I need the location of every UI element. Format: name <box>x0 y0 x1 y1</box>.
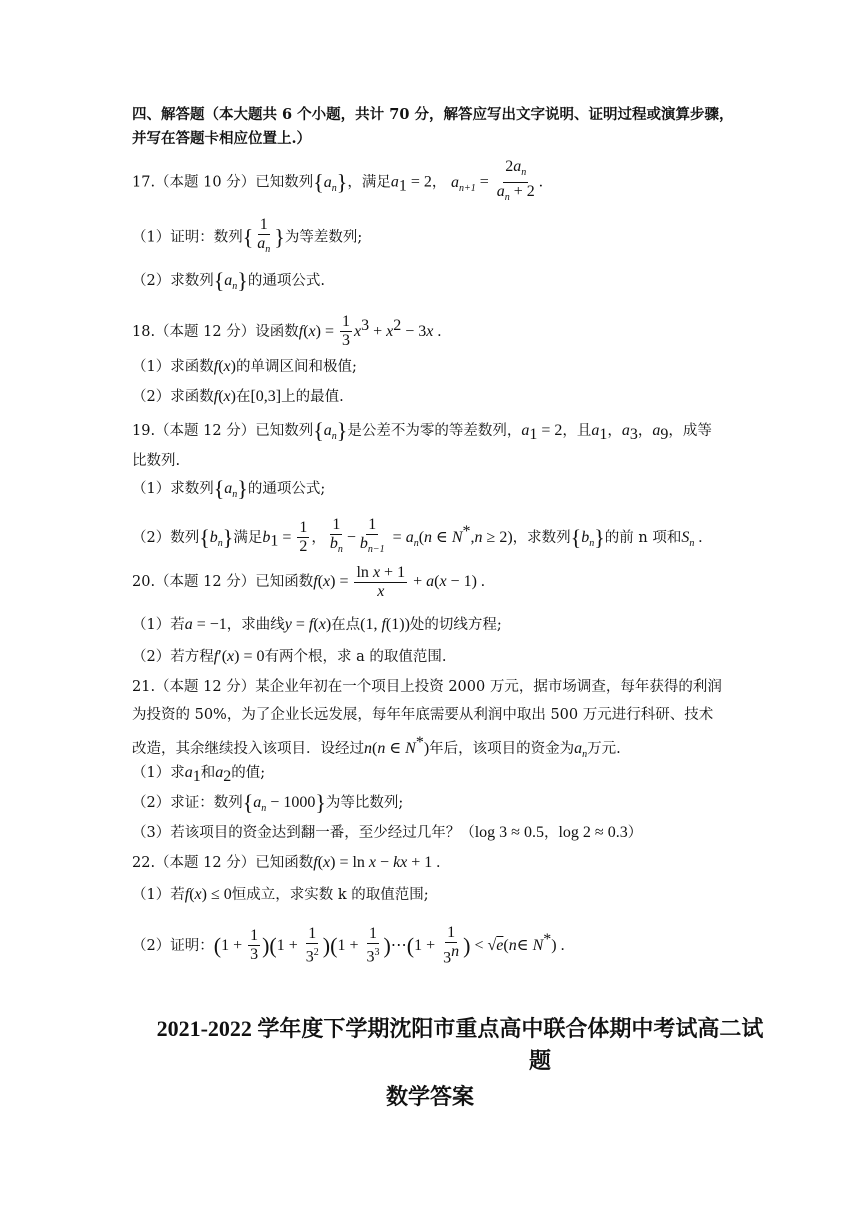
q21-part1-b: 和 <box>200 765 216 781</box>
q19-text3: ，成等 <box>668 423 712 439</box>
q18-part2: （2）求函数f(x)在[0,3]上的最值. <box>132 388 344 405</box>
q22-part2-a: （2）证明： <box>132 937 214 954</box>
doc-subtitle <box>0 1080 860 1111</box>
q17-part2-b: 的通项公式. <box>247 273 325 289</box>
q21-part3-a: （3）若该项目的资金达到翻一番，至少经过几年？（ <box>132 825 475 841</box>
q17-text2: ， <box>431 174 447 191</box>
q19-part1-a: （1）求数列 <box>132 481 214 497</box>
q18-part2-b: 在 <box>235 389 251 405</box>
q19-part2-d: 的前 n 项和 <box>604 529 682 546</box>
q19-line2 <box>132 450 180 472</box>
section-header-line2 <box>132 128 311 150</box>
q21-part2-a: （2）求证：数列 <box>132 795 243 811</box>
q17-fraction: $\frac{2a_n}{a_n + 2}$ <box>496 158 535 204</box>
q18-part1-b: 的单调区间和极值; <box>235 359 357 375</box>
q21-line3-b: 年后，该项目的资金为 <box>429 740 575 757</box>
section-header-text: 四、解答题（本大题共 6 个小题，共计 70 分，解答应写出文字说明、证明过程或演算步骤， <box>132 106 734 123</box>
q18-head: 18.（本题 12 分）设函数 <box>132 323 299 340</box>
q18-part1-a: （1）求函数 <box>132 359 214 375</box>
q21-part3: （3）若该项目的资金达到翻一番，至少经过几年？（log 3 ≈ 0.5，log 2 ≈ 0.3） <box>132 824 643 841</box>
doc-title-line2: 题 <box>528 1048 551 1073</box>
q17-text1: ，满足 <box>347 174 391 191</box>
q21-part3-b: ， <box>543 825 559 841</box>
question-18: 18.（本题 12 分）设函数f(x) = $\frac{1}{3}$ $x^3 + x^2 - 3x$ . <box>132 313 442 350</box>
q17-part2-a: （2）求数列 <box>132 273 214 289</box>
q20-part2-b: 有两个根，求 a 的取值范围. <box>264 649 447 665</box>
q21-line2-text: 为投资的 50%，为了企业长远发展，每年年底需要从利润中取出 500 万元进行科研、技术 <box>132 707 714 723</box>
doc-title-line1: 2021-2022 学年度下学期沈阳市重点高中联合体期中考试高二试 <box>156 1016 764 1041</box>
q19-head: 19.（本题 12 分）已知数列 <box>132 423 314 439</box>
q18-part2-a: （2）求函数 <box>132 389 214 405</box>
question-19: 19.（本题 12 分）已知数列$\{a_n\}$是公差不为零的等差数列，$a_1 = 2$，且$a_1$，$a_3$，$a_9$，成等 <box>132 418 712 443</box>
q17-part1: （1）证明：数列{ $\frac{1}{a_n}$ }为等差数列; <box>132 216 363 256</box>
q21-part2: （2）求证：数列$\{a_n - 1000\}$为等比数列; <box>132 790 404 815</box>
section-header <box>132 104 733 126</box>
q19-line2-text: 比数列. <box>132 453 181 469</box>
doc-title <box>30 1012 860 1043</box>
q20-part1-a: （1）若 <box>132 617 185 633</box>
question-17: 17.（本题 10 分）已知数列$\{a_n\}$，满足$a_1 = 2$， $a_{n+1}$ = $\frac{2a_n}{a_n + 2}$ . <box>132 158 543 209</box>
q20-part1-d: 处的切线方程; <box>409 617 502 633</box>
q21-line1-text: 21.（本题 12 分）某企业年初在一个项目上投资 2000 万元，据市场调查，每年获得的利润 <box>132 679 722 695</box>
question-22: 22.（本题 12 分）已知函数f(x) = ln x − kx + 1 . <box>132 854 441 871</box>
q20-part1-c: 在点 <box>331 617 361 633</box>
q20-part1-b: ，求曲线 <box>226 617 285 633</box>
q21-part3-c: ） <box>627 825 643 841</box>
q20-part2-a: （2）若方程 <box>132 649 214 665</box>
doc-subtitle-text: 数学答案 <box>385 1084 474 1109</box>
q22-part1: （1）若f(x) ≤ 0恒成立，求实数 k 的取值范围; <box>132 886 429 903</box>
q21-part1-a: （1）求 <box>132 765 185 781</box>
q19-part1-b: 的通项公式; <box>247 481 326 497</box>
question-21-line2 <box>132 704 713 726</box>
q18-part2-c: 上的最值. <box>281 389 344 405</box>
q19-part1: （1）求数列$\{a_n\}$的通项公式; <box>132 476 326 501</box>
q17-part2: （2）求数列$\{a_n\}$的通项公式. <box>132 268 325 293</box>
q17-part1-a: （1）证明：数列 <box>132 229 243 246</box>
q17-part1-b: 为等差数列; <box>284 229 363 246</box>
question-21-line1 <box>132 676 722 698</box>
q21-line3-c: 万元. <box>587 740 621 757</box>
q19-text1: 是公差不为零的等差数列， <box>347 423 522 439</box>
section-header-text2: 并写在答题卡相应位置上.） <box>132 130 312 147</box>
q18-part1: （1）求函数f(x)的单调区间和极值; <box>132 358 357 375</box>
question-20: 20.（本题 12 分）已知函数f(x) = $\frac{\text{ln x + 1}}{x}$ + a(x − 1) . <box>132 563 485 600</box>
q21-line3-a: 改造，其余继续投入该项目．设经过 <box>132 740 364 757</box>
q22-part2: （2）证明：(1 + $\frac{1}{3}$ )(1 + $\frac{1}{3^2}$ )(1 + $\frac{1}{3^3}$ )⋯(1 + $\frac{1}{3^n}$ ) < √e(n∈ N*) . <box>132 924 565 967</box>
q21-part2-b: 为等比数列; <box>325 795 404 811</box>
q20-part1: （1）若a = −1，求曲线y = f(x)在点(1, f(1))处的切线方程; <box>132 616 502 633</box>
q19-part2-b: 满足 <box>233 529 263 546</box>
q21-part1: （1）求$a_1$和$a_2$的值; <box>132 764 266 785</box>
q21-part1-c: 的值; <box>231 765 266 781</box>
doc-title-2 <box>110 1044 860 1075</box>
question-21-line3: 改造，其余继续投入该项目．设经过n(n ∈ N*)年后，该项目的资金为$a_n$万元. <box>132 734 621 761</box>
q19-part2: （2）数列$\{b_n\}$满足$b_1$ = $\frac{1}{2}$ ， $\frac{1}{b_n}$ − $\frac{1}{b_{n-1}}$ = $a_n(n$ ∈ N*,n ≥ 2)，求数列$\{b_n\}$的前 n 项和$S_n$ . <box>132 516 703 556</box>
q19-part2-a: （2）数列 <box>132 529 200 546</box>
q19-text2: ，且 <box>562 423 592 439</box>
q20-head: 20.（本题 12 分）已知函数 <box>132 574 314 590</box>
q17-head: 17.（本题 10 分）已知数列 <box>132 174 314 191</box>
q22-part1-a: （1）若 <box>132 887 185 903</box>
q22-part1-b: 恒成立，求实数 k 的取值范围; <box>231 887 429 903</box>
q22-head: 22.（本题 12 分）已知函数 <box>132 855 314 871</box>
q19-part2-c: ，求数列 <box>512 529 571 546</box>
q20-part2: （2）若方程f′(x) = 0有两个根，求 a 的取值范围. <box>132 648 447 665</box>
